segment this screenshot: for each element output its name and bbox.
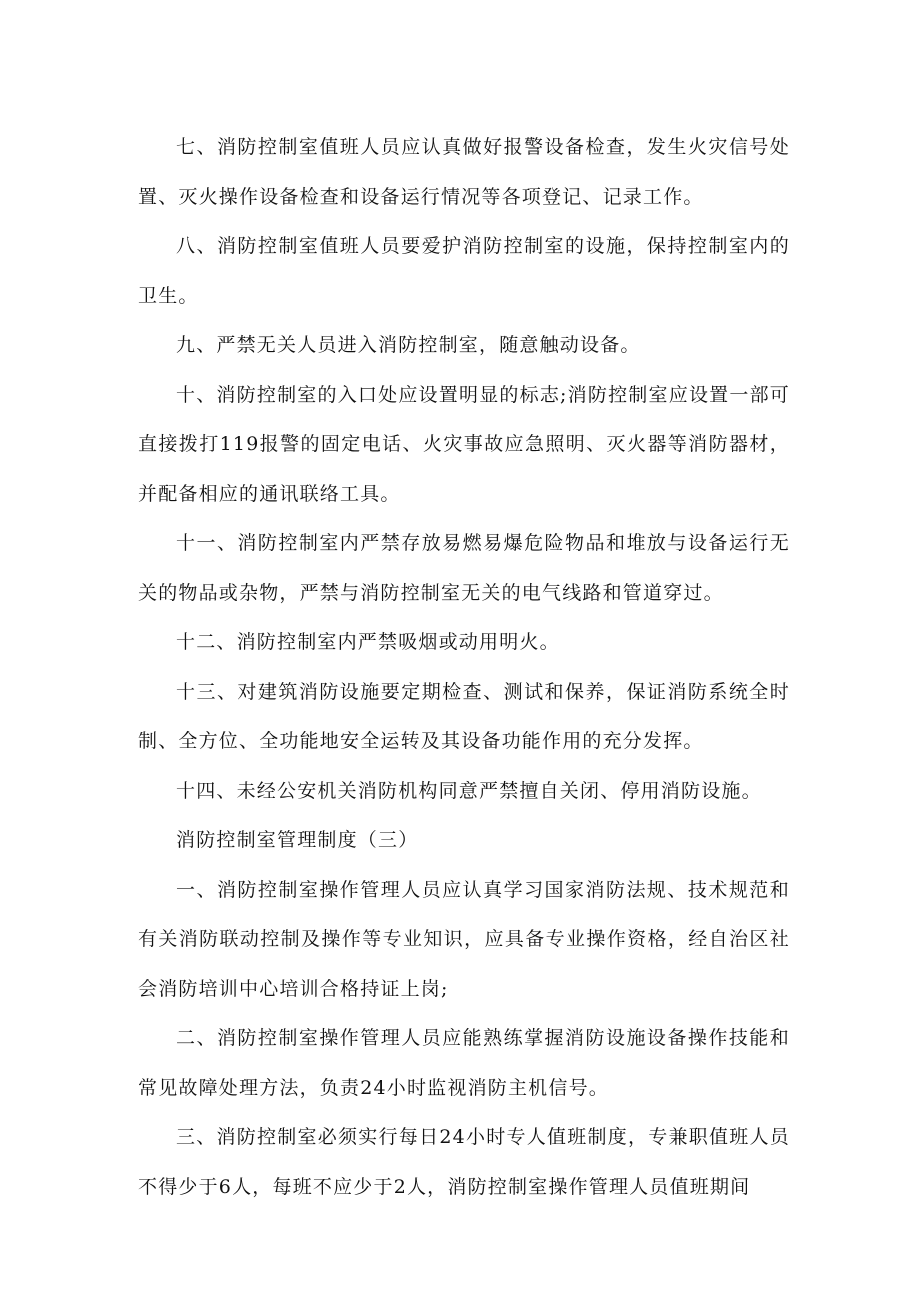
document-body: [138, 123, 790, 1212]
paragraph-13: 十三、对建筑消防设施要定期检查、测试和保养，保证消防系统全时制、全方位、全功能地安全运转及其设备功能作用的充分发挥。: [138, 680, 790, 752]
paragraph-11: 十一、消防控制室内严禁存放易燃易爆危险物品和堆放与设备运行无关的物品或杂物，严禁与消防控制室无关的电气线路和管道穿过。: [138, 532, 790, 604]
paragraph-7: 七、消防控制室值班人员应认真做好报警设备检查，发生火灾信号处置、灭火操作设备检查和设备运行情况等各项登记、记录工作。: [138, 136, 790, 208]
paragraph-9: 九、严禁无关人员进入消防控制室，随意触动设备。: [176, 334, 641, 356]
paragraph-14: 十四、未经公安机关消防机构同意严禁擅自关闭、停用消防设施。: [176, 779, 762, 802]
paragraph-1: 一、消防控制室操作管理人员应认真学习国家消防法规、技术规范和有关消防联动控制及操作等专业知识，应具备专业操作资格，经自治区社会消防培训中心培训合格持证上岗;: [138, 878, 790, 1000]
paragraph-2: 二、消防控制室操作管理人员应能熟练掌握消防设施设备操作技能和常见故障处理方法，负责24小时监视消防主机信号。: [138, 1027, 790, 1099]
paragraph-10: 十、消防控制室的入口处应设置明显的标志;消防控制室应设置一部可直接拨打119报警的固定电话、火灾事故应急照明、灭火器等消防器材，并配备相应的通讯联络工具。: [138, 383, 790, 505]
section-heading: 消防控制室管理制度（三）: [176, 829, 419, 851]
paragraph-12: 十二、消防控制室内严禁吸烟或动用明火。: [176, 631, 560, 653]
paragraph-8: 八、消防控制室值班人员要爱护消防控制室的设施，保持控制室内的卫生。: [138, 235, 790, 307]
paragraph-3: 三、消防控制室必须实行每日24小时专人值班制度，专兼职值班人员不得少于6人，每班不应少于2人，消防控制室操作管理人员值班期间: [138, 1126, 790, 1198]
